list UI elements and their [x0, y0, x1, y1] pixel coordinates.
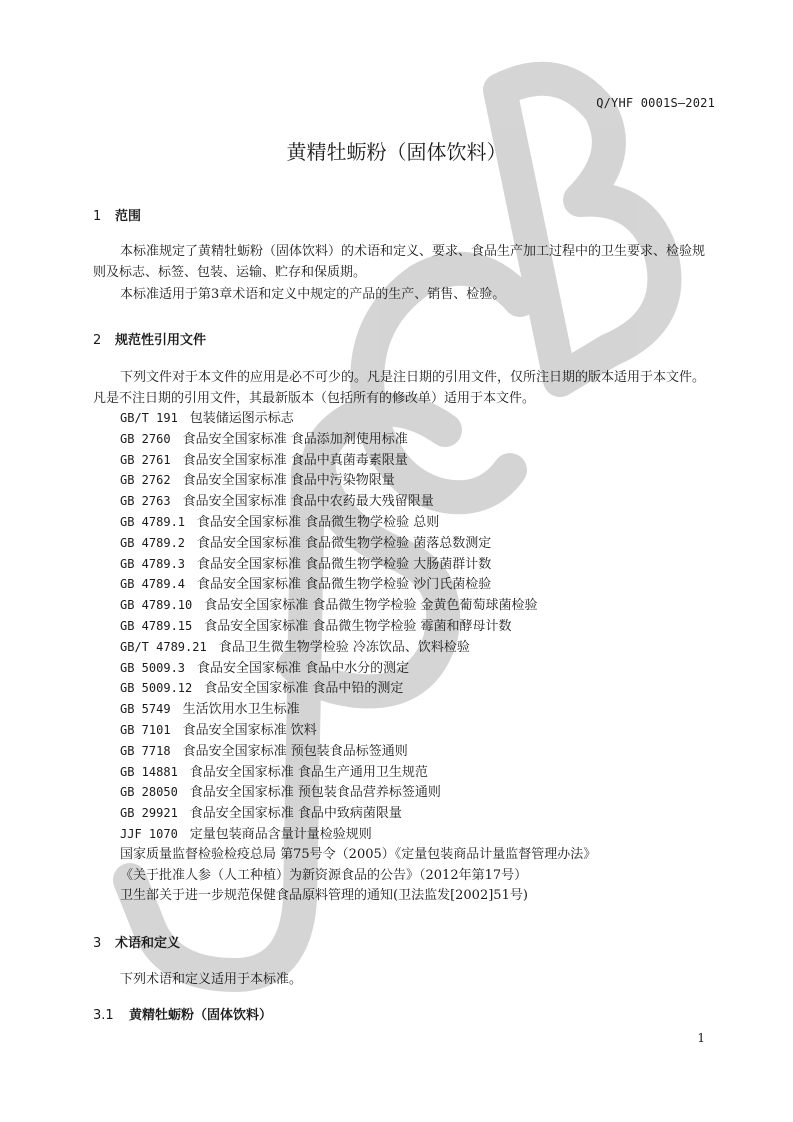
reference-code: GB 28050 [120, 785, 178, 800]
document-title: 黄精牡蛎粉（固体饮料） [286, 140, 507, 164]
reference-code: GB 7718 [120, 743, 171, 758]
reference-code: GB 2762 [120, 473, 171, 488]
reference-item [120, 595, 596, 616]
reference-code: GB 4789.15 [120, 618, 193, 633]
reference-item [120, 554, 596, 575]
reference-item [120, 470, 596, 491]
paragraph-text: 下列文件对于本文件的应用是必不可少的。凡是注日期的引用文件，仅所注日期的版本适用于本文件。凡是不注日期的引用文件，其最新版本（包括所有的修改单）适用于本文件。 [93, 370, 706, 406]
reference-item [120, 450, 596, 471]
reference-code: GB 4789.2 [120, 535, 186, 550]
reference-title: 食品安全国家标准 食品微生物学检验 金黄色葡萄球菌检验 [204, 598, 538, 614]
reference-title: 食品安全国家标准 食品微生物学检验 霉菌和酵母计数 [204, 618, 512, 634]
reference-item [120, 866, 596, 887]
section-2-heading [93, 329, 206, 348]
reference-title: 食品安全国家标准 食品中致病菌限量 [189, 806, 402, 822]
reference-item [120, 845, 596, 866]
section-title: 术语和定义 [115, 936, 181, 951]
section-number: 2 [93, 333, 102, 348]
reference-title: 食品安全国家标准 食品中农药最大残留限量 [182, 494, 434, 510]
reference-title: 食品安全国家标准 食品中铅的测定 [204, 681, 404, 697]
reference-code: GB 2761 [120, 452, 171, 467]
reference-code: GB 4789.4 [120, 577, 186, 592]
reference-code: GB 2763 [120, 494, 171, 509]
reference-code: GB/T 191 [120, 411, 178, 425]
reference-title: 食品安全国家标准 食品中水分的测定 [197, 660, 410, 676]
section-3-paragraph-1 [93, 969, 715, 990]
reference-code: GB 7101 [120, 722, 171, 737]
reference-title: 食品安全国家标准 食品微生物学检验 菌落总数测定 [197, 535, 492, 551]
reference-code: GB 5009.12 [120, 681, 193, 696]
paragraph-text: 本标准规定了黄精牡蛎粉（固体饮料）的术语和定义、要求、食品生产加工过程中的卫生要求、检验规则及标志、标签、包装、运输、贮存和保质期。 [93, 244, 706, 280]
standard-code: Q/YHF 0001S—2021 [596, 96, 715, 110]
reference-title: 食品安全国家标准 食品微生物学检验 沙门氏菌检验 [197, 577, 492, 593]
reference-item [120, 678, 596, 699]
reference-code: GB/T 4789.21 [120, 639, 207, 654]
reference-title: 国家质量监督检验检疫总局 第75号令（2005）《定量包装商品计量监督管理办法》 [120, 846, 597, 862]
reference-code: GB 4789.3 [120, 556, 186, 571]
reference-item [120, 533, 596, 554]
reference-title: 包装储运图示标志 [189, 411, 294, 426]
reference-item [120, 574, 596, 595]
reference-item [120, 741, 596, 762]
subsection-number: 3.1 [93, 1008, 114, 1023]
reference-code: GB 29921 [120, 806, 178, 821]
reference-item [120, 782, 596, 803]
reference-item [120, 408, 596, 429]
reference-item [120, 616, 596, 637]
reference-title: 食品安全国家标准 饮料 [182, 722, 317, 738]
section-title: 范围 [115, 209, 142, 224]
paragraph-text: 下列术语和定义适用于本标准。 [120, 972, 303, 987]
reference-item [120, 886, 596, 907]
reference-code: GB 2760 [120, 431, 171, 446]
paragraph-text: 本标准适用于第3章术语和定义中规定的产品的生产、销售、检验。 [120, 287, 506, 302]
subsection-title: 黄精牡蛎粉（固体饮料） [129, 1008, 273, 1023]
reference-code: JJF 1070 [120, 826, 178, 841]
subsection-3-1-heading [93, 1004, 272, 1023]
reference-title: 食品安全国家标准 食品微生物学检验 总则 [197, 514, 440, 530]
section-2-intro [93, 367, 715, 409]
reference-title: 卫生部关于进一步规范保健食品原料管理的通知(卫法监发[2002]51号) [120, 888, 528, 904]
reference-title: 生活饮用水卫生标准 [182, 702, 300, 718]
reference-code: GB 5009.3 [120, 660, 186, 675]
reference-code: GB 5749 [120, 702, 171, 717]
reference-title: 食品安全国家标准 预包装食品标签通则 [182, 743, 408, 759]
reference-code: GB 14881 [120, 764, 178, 779]
reference-title: 食品卫生微生物学检验 冷冻饮品、饮料检验 [218, 639, 470, 655]
reference-title: 食品安全国家标准 食品添加剂使用标准 [182, 431, 408, 447]
reference-title: 《关于批准人参（人工种植）为新资源食品的公告》（2012年第17号） [120, 867, 528, 883]
section-1-paragraph-1 [93, 241, 715, 283]
reference-item [120, 637, 596, 658]
reference-title: 食品安全国家标准 食品生产通用卫生规范 [189, 764, 428, 780]
reference-title: 食品安全国家标准 食品中污染物限量 [182, 473, 395, 489]
reference-item [120, 658, 596, 679]
section-number: 3 [93, 936, 102, 951]
reference-item [120, 491, 596, 512]
reference-title: 食品安全国家标准 预包装食品营养标签通则 [189, 785, 441, 801]
reference-item [120, 699, 596, 720]
reference-item [120, 803, 596, 824]
reference-item [120, 512, 596, 533]
reference-code: GB 4789.10 [120, 598, 193, 613]
reference-code: GB 4789.1 [120, 514, 186, 529]
section-title: 规范性引用文件 [115, 333, 207, 348]
normative-references-list [120, 408, 596, 907]
section-number: 1 [93, 209, 102, 224]
section-1-heading [93, 205, 141, 224]
reference-item [120, 824, 596, 845]
section-1-paragraph-2 [93, 284, 715, 305]
reference-item [120, 429, 596, 450]
reference-item [120, 762, 596, 783]
reference-title: 食品安全国家标准 食品中真菌毒素限量 [182, 452, 408, 468]
section-3-heading [93, 932, 180, 951]
reference-title: 定量包装商品含量计量检验规则 [189, 826, 372, 842]
page-number: 1 [697, 1031, 705, 1045]
reference-title: 食品安全国家标准 食品微生物学检验 大肠菌群计数 [197, 556, 492, 572]
reference-item [120, 720, 596, 741]
